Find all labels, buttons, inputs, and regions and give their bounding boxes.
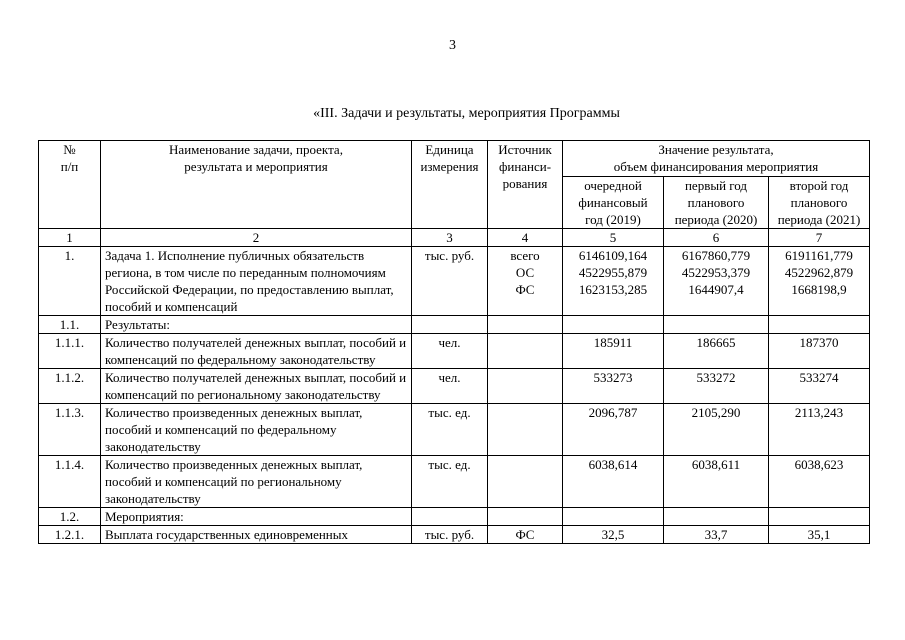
table-body	[39, 229, 870, 544]
row-value-2019: 32,5	[563, 526, 664, 544]
header-year-2020: первый год планового периода (2020)	[664, 177, 769, 229]
section-title: «III. Задачи и результаты, мероприятия Программы	[313, 106, 620, 121]
row-source	[488, 316, 563, 334]
row-name: Задача 1. Исполнение публичных обязательств региона, в том числе по переданным полномочиям Российской Федерации, по предоставлению выплат, пособий и компенсаций	[101, 247, 412, 316]
row-value-2020	[664, 508, 769, 526]
row-source	[488, 456, 563, 508]
row-value-2019	[563, 316, 664, 334]
header-unit: Единица измерения	[412, 141, 488, 229]
row-unit: тыс. ед.	[412, 456, 488, 508]
row-value-2020: 6167860,779 4522953,379 1644907,4	[664, 247, 769, 316]
row-unit: чел.	[412, 334, 488, 369]
row-name: Результаты:	[101, 316, 412, 334]
row-unit: тыс. руб.	[412, 526, 488, 544]
row-name: Количество произведенных денежных выплат, пособий и компенсаций по федеральному законодательству	[101, 404, 412, 456]
row-value-2019: 6146109,164 4522955,879 1623153,285	[563, 247, 664, 316]
page-number: 3	[449, 38, 456, 53]
column-number: 3	[412, 229, 488, 247]
column-number: 5	[563, 229, 664, 247]
column-number: 2	[101, 229, 412, 247]
row-name: Количество произведенных денежных выплат, пособий и компенсаций по региональному законодательству	[101, 456, 412, 508]
row-value-2021: 187370	[769, 334, 870, 369]
row-value-2020: 33,7	[664, 526, 769, 544]
row-value-2021	[769, 316, 870, 334]
row-value-2021: 6038,623	[769, 456, 870, 508]
row-value-2019: 2096,787	[563, 404, 664, 456]
row-number: 1.2.1.	[39, 526, 101, 544]
column-number: 1	[39, 229, 101, 247]
row-unit	[412, 508, 488, 526]
row-value-2020: 186665	[664, 334, 769, 369]
table-header	[39, 141, 870, 229]
row-unit: тыс. ед.	[412, 404, 488, 456]
row-name: Мероприятия:	[101, 508, 412, 526]
row-source	[488, 334, 563, 369]
row-source	[488, 369, 563, 404]
row-value-2021: 35,1	[769, 526, 870, 544]
column-number: 7	[769, 229, 870, 247]
table-row	[39, 456, 870, 508]
row-number: 1.1.2.	[39, 369, 101, 404]
row-value-2019	[563, 508, 664, 526]
row-unit: чел.	[412, 369, 488, 404]
row-value-2020	[664, 316, 769, 334]
column-number: 4	[488, 229, 563, 247]
row-source: ФС	[488, 526, 563, 544]
row-value-2019: 185911	[563, 334, 664, 369]
header-source: Источник финанси- рования	[488, 141, 563, 229]
row-unit	[412, 316, 488, 334]
row-value-2020: 6038,611	[664, 456, 769, 508]
row-number: 1.1.4.	[39, 456, 101, 508]
row-value-2020: 2105,290	[664, 404, 769, 456]
row-value-2019: 6038,614	[563, 456, 664, 508]
row-name: Количество получателей денежных выплат, пособий и компенсаций по федеральному законодательству	[101, 334, 412, 369]
row-source	[488, 508, 563, 526]
column-number-row	[39, 229, 870, 247]
row-source: всего ОС ФС	[488, 247, 563, 316]
row-source	[488, 404, 563, 456]
row-value-2021: 2113,243	[769, 404, 870, 456]
row-value-2021: 6191161,779 4522962,879 1668198,9	[769, 247, 870, 316]
row-number: 1.	[39, 247, 101, 316]
program-table	[38, 140, 870, 544]
table-row	[39, 247, 870, 316]
row-value-2021: 533274	[769, 369, 870, 404]
table-row	[39, 369, 870, 404]
column-number: 6	[664, 229, 769, 247]
row-value-2020: 533272	[664, 369, 769, 404]
table-row	[39, 404, 870, 456]
row-unit: тыс. руб.	[412, 247, 488, 316]
table-row	[39, 334, 870, 369]
row-number: 1.1.1.	[39, 334, 101, 369]
row-number: 1.2.	[39, 508, 101, 526]
header-name: Наименование задачи, проекта, результата и мероприятия	[101, 141, 412, 229]
header-year-2021: второй год планового периода (2021)	[769, 177, 870, 229]
row-value-2019: 533273	[563, 369, 664, 404]
row-value-2021	[769, 508, 870, 526]
table-row	[39, 316, 870, 334]
header-value-group: Значение результата, объем финансирования мероприятия	[563, 141, 870, 177]
table-row	[39, 508, 870, 526]
table-row	[39, 526, 870, 544]
row-number: 1.1.	[39, 316, 101, 334]
row-name: Количество получателей денежных выплат, пособий и компенсаций по региональному законодательству	[101, 369, 412, 404]
row-name: Выплата государственных единовременных	[101, 526, 412, 544]
row-number: 1.1.3.	[39, 404, 101, 456]
header-year-2019: очередной финансовый год (2019)	[563, 177, 664, 229]
header-no: № п/п	[39, 141, 101, 229]
